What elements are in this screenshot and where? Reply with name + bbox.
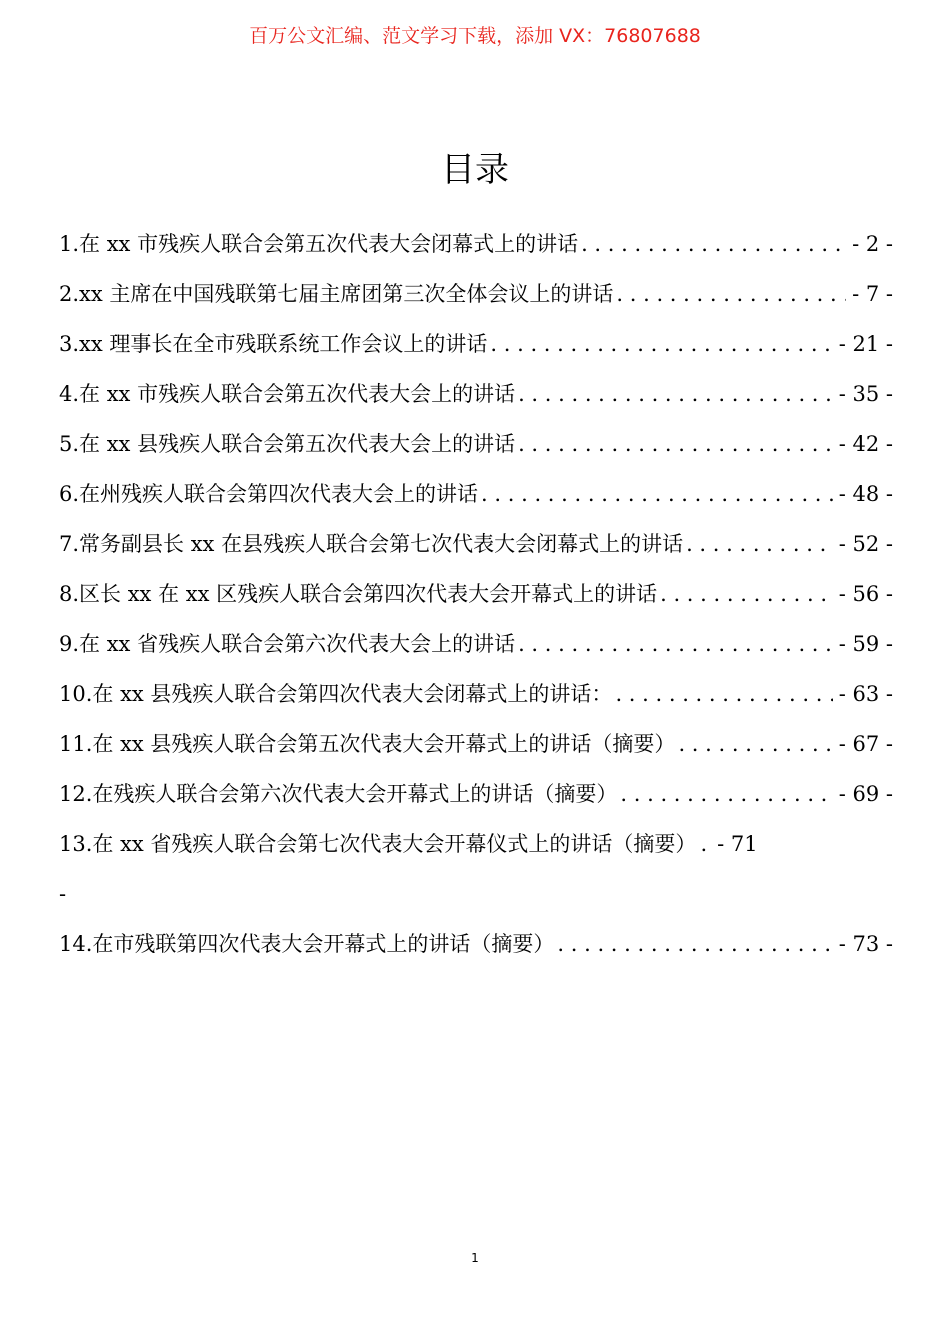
toc-dot-leader <box>696 826 711 862</box>
toc-entry-text: 13.在 xx 省残疾人联合会第七次代表大会开幕仪式上的讲话（摘要） <box>59 832 697 856</box>
toc-entry-page: - 71 <box>717 832 758 856</box>
toc-entry-text: 6.在州残疾人联合会第四次代表大会上的讲话 <box>59 482 479 506</box>
toc-title: 目录 <box>441 150 509 190</box>
toc-entry[interactable] <box>59 626 893 676</box>
toc-entry[interactable] <box>59 276 893 326</box>
toc-entry-page: - 48 - <box>838 482 893 506</box>
toc-entry[interactable] <box>59 426 893 476</box>
toc-entry-text: 8.区长 xx 在 xx 区残疾人联合会第四次代表大会开幕式上的讲话 <box>59 582 658 606</box>
toc-entry-text: 10.在 xx 县残疾人联合会第四次代表大会闭幕式上的讲话： <box>59 682 613 706</box>
toc-dot-leader <box>515 426 833 462</box>
toc-entry-page: - 67 - <box>838 732 893 756</box>
toc-dot-leader <box>515 376 833 412</box>
toc-dot-leader <box>487 326 832 362</box>
toc-entry-page-tail: - <box>59 882 67 906</box>
toc-entry-text: 1.在 xx 市残疾人联合会第五次代表大会闭幕式上的讲话 <box>59 232 579 256</box>
toc-dot-leader <box>515 626 833 662</box>
toc-dot-leader <box>478 476 833 512</box>
toc-entry-text: 14.在市残联第四次代表大会开幕式上的讲话（摘要） <box>59 932 555 956</box>
toc-entry[interactable] <box>59 476 893 526</box>
toc-dot-leader <box>675 726 832 762</box>
toc-entry-page: - 42 - <box>838 432 893 456</box>
toc-entry-page: - 59 - <box>838 632 893 656</box>
toc-entry[interactable] <box>59 726 893 776</box>
page-number: 1 <box>471 1251 479 1265</box>
toc-entry[interactable] <box>59 576 893 626</box>
toc-entry[interactable] <box>59 826 893 926</box>
toc-entry-text: 9.在 xx 省残疾人联合会第六次代表大会上的讲话 <box>59 632 516 656</box>
toc-dot-leader <box>554 926 832 962</box>
toc-entry-page: - 52 - <box>838 532 893 556</box>
toc-entry-page: - 73 - <box>838 932 893 956</box>
toc-entry-page: - 56 - <box>838 582 893 606</box>
toc-entry-text: 11.在 xx 县残疾人联合会第五次代表大会开幕式上的讲话（摘要） <box>59 732 676 756</box>
toc-entry-page: - 2 - <box>852 232 893 256</box>
header-note: 百万公文汇编、范文学习下载，添加 VX：76807688 <box>249 25 701 47</box>
toc-entry[interactable] <box>59 676 893 726</box>
toc-entry-page: - 21 - <box>838 332 893 356</box>
toc-dot-leader <box>617 776 832 812</box>
toc-entry[interactable] <box>59 526 893 576</box>
toc-dot-leader <box>578 226 846 262</box>
toc-entry-text: 12.在残疾人联合会第六次代表大会开幕式上的讲话（摘要） <box>59 782 618 806</box>
toc-entry-text: 2.xx 主席在中国残联第七届主席团第三次全体会议上的讲话 <box>59 282 614 306</box>
toc-entry-text: 5.在 xx 县残疾人联合会第五次代表大会上的讲话 <box>59 432 516 456</box>
toc-entry[interactable] <box>59 326 893 376</box>
toc-dot-leader <box>657 576 833 612</box>
toc-entry-page: - 63 - <box>838 682 893 706</box>
toc-entry[interactable] <box>59 376 893 426</box>
toc-entry-page: - 35 - <box>838 382 893 406</box>
toc-entry-text: 4.在 xx 市残疾人联合会第五次代表大会上的讲话 <box>59 382 516 406</box>
toc-dot-leader <box>683 526 833 562</box>
toc-entry-page: - 69 - <box>838 782 893 806</box>
toc-entry[interactable] <box>59 226 893 276</box>
toc-entry-text: 3.xx 理事长在全市残联系统工作会议上的讲话 <box>59 332 488 356</box>
toc-dot-leader <box>612 676 832 712</box>
table-of-contents <box>59 226 893 976</box>
toc-entry-text: 7.常务副县长 xx 在县残疾人联合会第七次代表大会闭幕式上的讲话 <box>59 532 684 556</box>
toc-dot-leader <box>613 276 846 312</box>
toc-entry[interactable] <box>59 926 893 976</box>
toc-entry-page: - 7 - <box>852 282 893 306</box>
toc-entry[interactable] <box>59 776 893 826</box>
